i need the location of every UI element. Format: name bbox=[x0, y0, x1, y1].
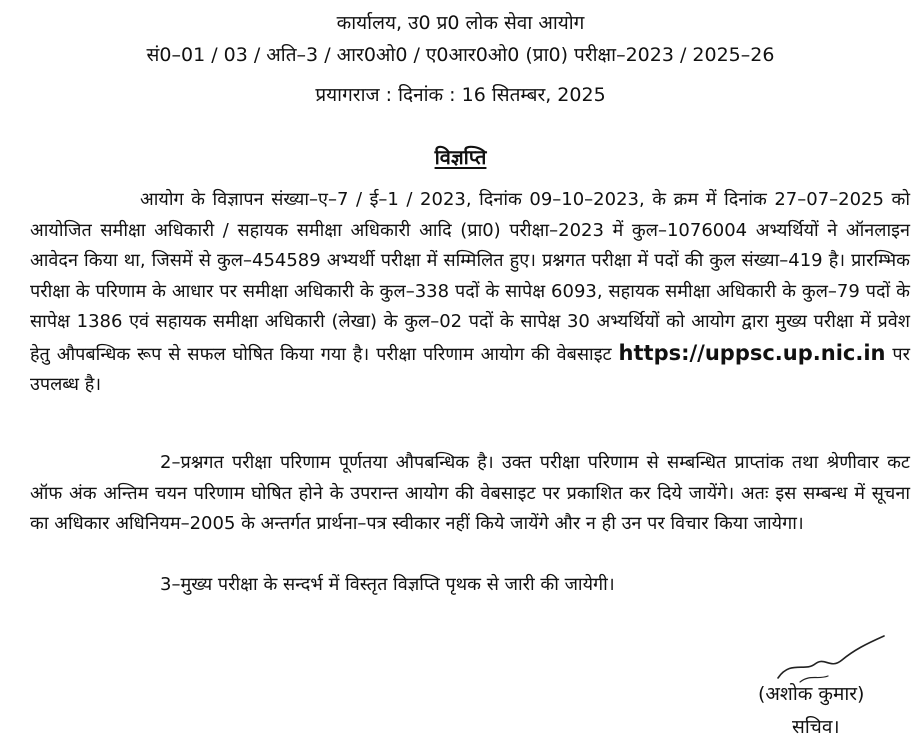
paragraph-3: 3–मुख्य परीक्षा के सन्दर्भ में विस्तृत विज्ञप्ति पृथक से जारी की जायेगी। bbox=[160, 574, 615, 595]
paragraph-1-tail: पर उपलब्ध है। bbox=[30, 343, 910, 395]
reference-number: सं0–01 / 03 / अति–3 / आर0ओ0 / ए0आर0ओ0 (प्रा0) परीक्षा–2023 / 2025–26 bbox=[146, 44, 775, 66]
website-link[interactable]: https://uppsc.up.nic.in bbox=[618, 340, 886, 365]
place-date: प्रयागराज : दिनांक : 16 सितम्बर, 2025 bbox=[315, 84, 606, 106]
signatory-designation: सचिव। bbox=[792, 716, 840, 738]
signatory-name: (अशोक कुमार) bbox=[758, 683, 865, 705]
notice-title: विज्ञप्ति bbox=[434, 145, 487, 169]
paragraph-1 bbox=[30, 185, 910, 401]
office-heading: कार्यालय, उ0 प्र0 लोक सेवा आयोग bbox=[336, 12, 585, 34]
paragraph-2: 2–प्रश्नगत परीक्षा परिणाम पूर्णतया औपबन्धिक है। उक्त परीक्षा परिणाम से सम्बन्धित प्राप्तांक तथा श्रेणीवार कट ऑफ अंक अन्तिम चयन परिणाम घोषित होने के उपरान्त आयोग की वेबसाइट पर प्रकाशित कर दिये जायेंगे। अतः इस सम्बन्ध में सूचना का अधिकार अधिनियम–2005 के अन्तर्गत प्रार्थना–पत्र स्वीकार नहीं किये जायेंगे और न ही उन पर विचार किया जायेगा। bbox=[30, 452, 910, 534]
paragraph-1-text: आयोग के विज्ञापन संख्या–ए–7 / ई–1 / 2023, दिनांक 09–10–2023, के क्रम में दिनांक 27–07–2025 को आयोजित समीक्षा अधिकारी / सहायक समीक्षा अधिकारी आदि (प्रा0) परीक्षा–2023 में कुल–1076004 अभ्यर्थियों ने ऑनलाइन आवेदन किया था, जिसमें से कुल–454589 अभ्यर्थी परीक्षा में सम्मिलित हुए। प्रश्नगत परीक्षा में पदों की कुल संख्या–419 है। प्रारम्भिक परीक्षा के परिणाम के आधार पर समीक्षा अधिकारी के कुल–338 पदों के सापेक्ष 6093, सहायक समीक्षा अधिकारी के कुल–79 पदों के सापेक्ष 1386 एवं सहायक समीक्षा अधिकारी (लेखा) के कुल–02 पदों के सापेक्ष 30 अभ्यर्थियों को आयोग द्वारा मुख्य परीक्षा में प्रवेश हेतु औपबन्धिक रूप से सफल घोषित किया गया है। परीक्षा परिणाम आयोग की वेबसाइट bbox=[30, 189, 910, 365]
